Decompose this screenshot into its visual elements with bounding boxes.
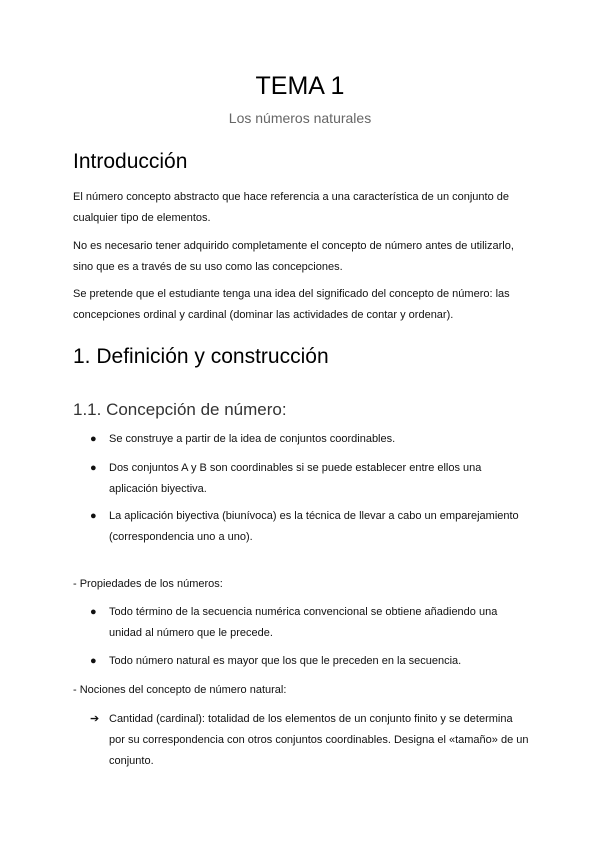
document-subtitle: Los números naturales [228, 110, 372, 126]
list-item: La aplicación biyectiva (biunívoca) es la técnica de llevar a cabo un emparejamiento (correspondencia uno a uno). [109, 510, 519, 543]
bullet-arrow-icon: ➔ [90, 713, 100, 725]
list-item: Todo número natural es mayor que los que le preceden en la secuencia. [109, 655, 462, 667]
intro-heading: Introducción [73, 150, 188, 173]
bullet-dot-icon: ● [90, 462, 97, 474]
bullet-dot-icon: ● [90, 606, 97, 618]
list-item: Dos conjuntos A y B son coordinables si se puede establecer entre ellos una aplicación biyectiva. [109, 462, 482, 495]
subsection-heading: 1.1. Concepción de número: [73, 400, 287, 419]
document-title: TEMA 1 [255, 72, 345, 100]
section-heading: 1. Definición y construcción [73, 345, 329, 368]
intro-paragraph: El número concepto abstracto que hace referencia a una característica de un conjunto de cualquier tipo de elementos. [73, 191, 509, 224]
properties-label: - Propiedades de los números: [73, 578, 223, 590]
intro-paragraph: No es necesario tener adquirido completamente el concepto de número antes de utilizarlo, sino que es a través de su uso como las concepciones. [73, 240, 514, 273]
list-item: Todo término de la secuencia numérica convencional se obtiene añadiendo una unidad al número que le precede. [109, 606, 498, 639]
bullet-dot-icon: ● [90, 433, 97, 445]
bullet-dot-icon: ● [90, 510, 97, 522]
intro-paragraph: Se pretende que el estudiante tenga una idea del significado del concepto de número: las concepciones ordinal y cardinal (dominar las actividades de contar y ordenar). [73, 288, 510, 321]
list-item: Se construye a partir de la idea de conjuntos coordinables. [109, 433, 396, 445]
bullet-dot-icon: ● [90, 655, 97, 667]
notions-label: - Nociones del concepto de número natural: [73, 684, 287, 696]
list-item: Cantidad (cardinal): totalidad de los elementos de un conjunto finito y se determina por su correspondencia con otros conjuntos coordinables. Designa el «tamaño» de un conjunto. [109, 713, 529, 767]
